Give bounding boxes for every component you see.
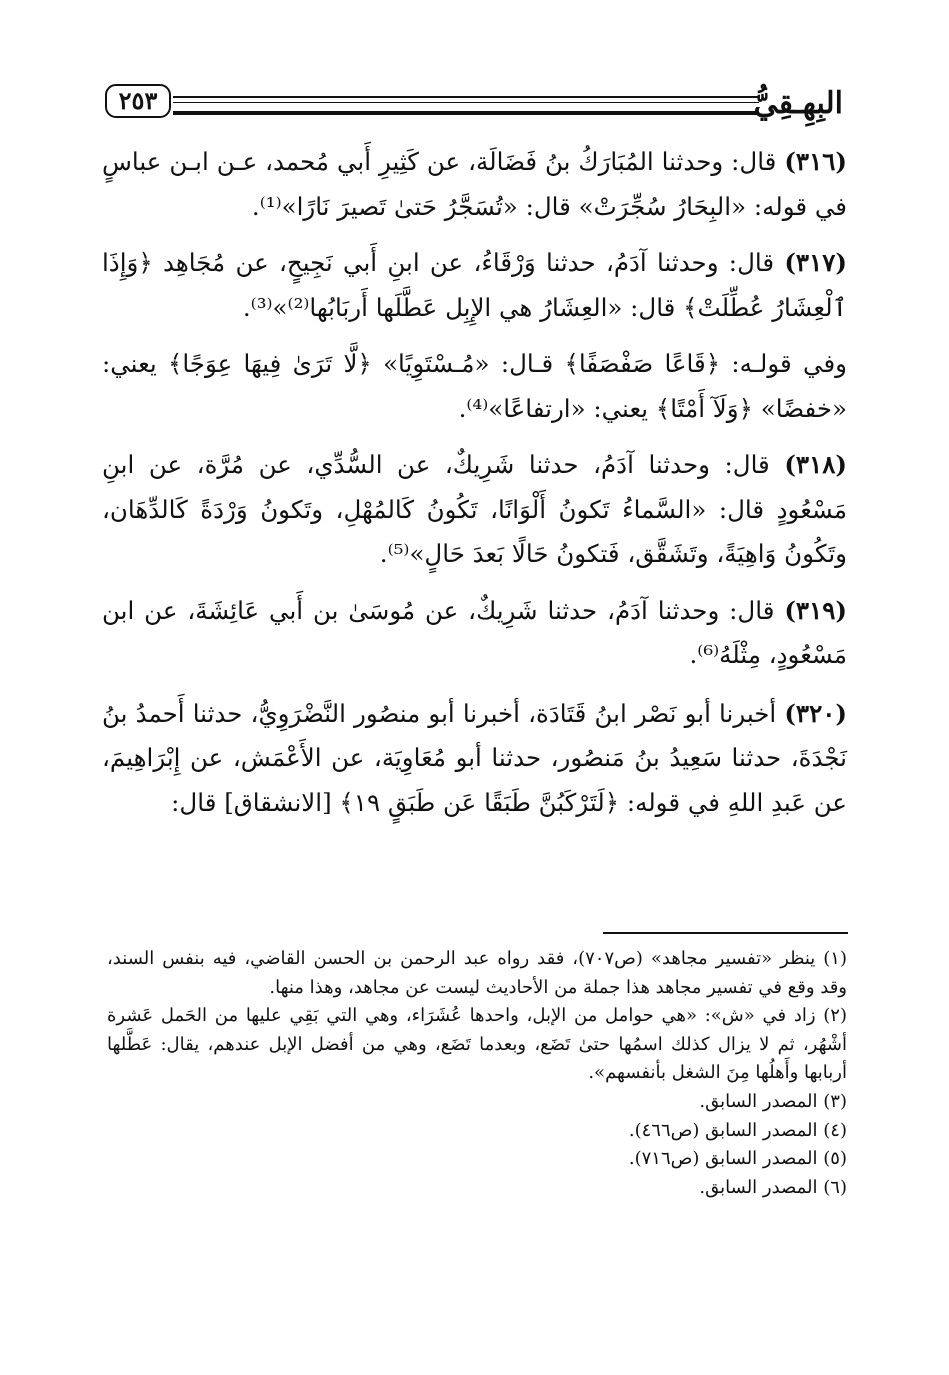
paragraph-text: قال: وحدثنا آدَمُ، حدثنا شَرِيكٌ، عن السُّدِّي، عن مُرَّة، عن ابنِ مَسْعُودٍ قال: «السَّماءُ تَكونُ أَلْوَانًا، تَكُونُ كَالمُهْلِ، وتَكونُ وَرْدَةً كَالدِّهَان، وتَكُونُ وَاهِيَةً، وتَشَقَّق، فَتكونُ حَالًا بَعدَ حَالٍ»⁽⁵⁾.	[102, 450, 847, 568]
paragraph-319	[102, 589, 847, 678]
paragraph-text: قال: وحدثنا المُبَارَكُ بنُ فَضَالَة، عن كَثِيرِ أَبي مُحمد، عـن ابـن عباسٍ في قوله: «البِحَارُ سُجِّرَتْ» قال: «تُسَجَّرُ حَتىٰ تَصيرَ نَارًا»⁽¹⁾.	[102, 147, 847, 221]
page-header	[105, 82, 843, 126]
paragraph-317	[102, 241, 847, 330]
main-text	[102, 140, 847, 837]
footnote-4: (٤) المصدر السابق (ص٤٦٦).	[628, 1119, 847, 1141]
paragraph-text: وفي قولـه: ﴿قَاعًا صَفْصَفًا﴾ قـال: «مُـسْتَوِيًا» ﴿لَّا تَرَىٰ فِيهَا عِوَجًا﴾ يعني: «خفضًا» ﴿وَلَآ أَمْتًا﴾ يعني: «ارتفاعًا»⁽⁴⁾.	[102, 349, 847, 423]
hadith-number: (٣١٦)	[784, 147, 847, 176]
footnote-6: (٦) المصدر السابق.	[699, 1176, 847, 1198]
footnote-3: (٣) المصدر السابق.	[699, 1090, 847, 1112]
footnote-1: (١) ينظر «تفسير مجاهد» (ص٧٠٧)، فقد رواه عبد الرحمن بن الحسن القاضي، فيه بنفس السند، وقد وقع في تفسير مجاهد هذا جملة من الأحاديث ليست عن مجاهد، وهذا منها.	[107, 948, 847, 998]
footnote-5: (٥) المصدر السابق (ص٧١٦).	[628, 1148, 847, 1170]
page-number: ٢٥٣	[105, 84, 171, 118]
paragraph-320	[102, 692, 847, 826]
hadith-number: (٣٢٠)	[784, 698, 847, 728]
header-rule	[173, 96, 759, 115]
hadith-number: (٣١٩)	[784, 595, 847, 625]
paragraph-316	[102, 140, 847, 229]
paragraph-text: قال: وحدثنا آدَمُ، حدثنا وَرْقَاءُ، عن ابنِ أَبي نَجِيحٍ، عن مُجَاهِد ﴿وَإِذَا ٱلْعِشَارُ عُطِّلَتْ﴾ قال: «العِشَارُ هي الإِبِل عَطَّلَها أَربَابُها⁽²⁾»⁽³⁾.	[102, 248, 847, 322]
footnote-separator	[603, 932, 848, 934]
paragraph-318	[102, 443, 847, 577]
footnote-2: (٢) زاد في «ش»: «هي حوامل من الإبل، واحدها عُشَرَاء، وهي التي بَقِي عليها من الحَمل عَشرة أشْهُر، ثم لا يزال كذلك اسمُها حتىٰ تَضَع، وبعدما تَضَع، وهي من أفضل الإبل عندهم، يقال: عَطَّلها أربابها وأَهلُها مِنَ الشغل بأنفسهم».	[107, 1005, 847, 1084]
hadith-number: (٣١٧)	[784, 248, 847, 277]
paragraph-317-continued	[102, 342, 847, 431]
footnotes	[107, 945, 847, 1202]
paragraph-text: أخبرنا أبو نَصْر ابنُ قَتَادَة، أخبرنا أبو منصُور النَّضْرَوِيُّ، حدثنا أَحمدُ بنُ نَجْدَةَ، حدثنا سَعِيدُ بنُ مَنصُور، حدثنا أبو مُعَاوِيَة، عن الأَعْمَش، عن إِبْرَاهِيمَ، عن عَبدِ اللهِ في قوله: ﴿لَتَرْكَبُنَّ طَبَقًا عَن طَبَقٍ ١٩﴾ [الانشقاق] قال:	[102, 698, 847, 817]
paragraph-text: قال: وحدثنا آدَمُ، حدثنا شَرِيكٌ، عن مُوسَىٰ بن أَبي عَائِشَةَ، عن ابن مَسْعُودٍ، مِثْلَهُ⁽⁶⁾.	[102, 595, 847, 669]
hadith-number: (٣١٨)	[784, 450, 847, 479]
running-title: البِهِـقِيُّ	[753, 86, 843, 121]
